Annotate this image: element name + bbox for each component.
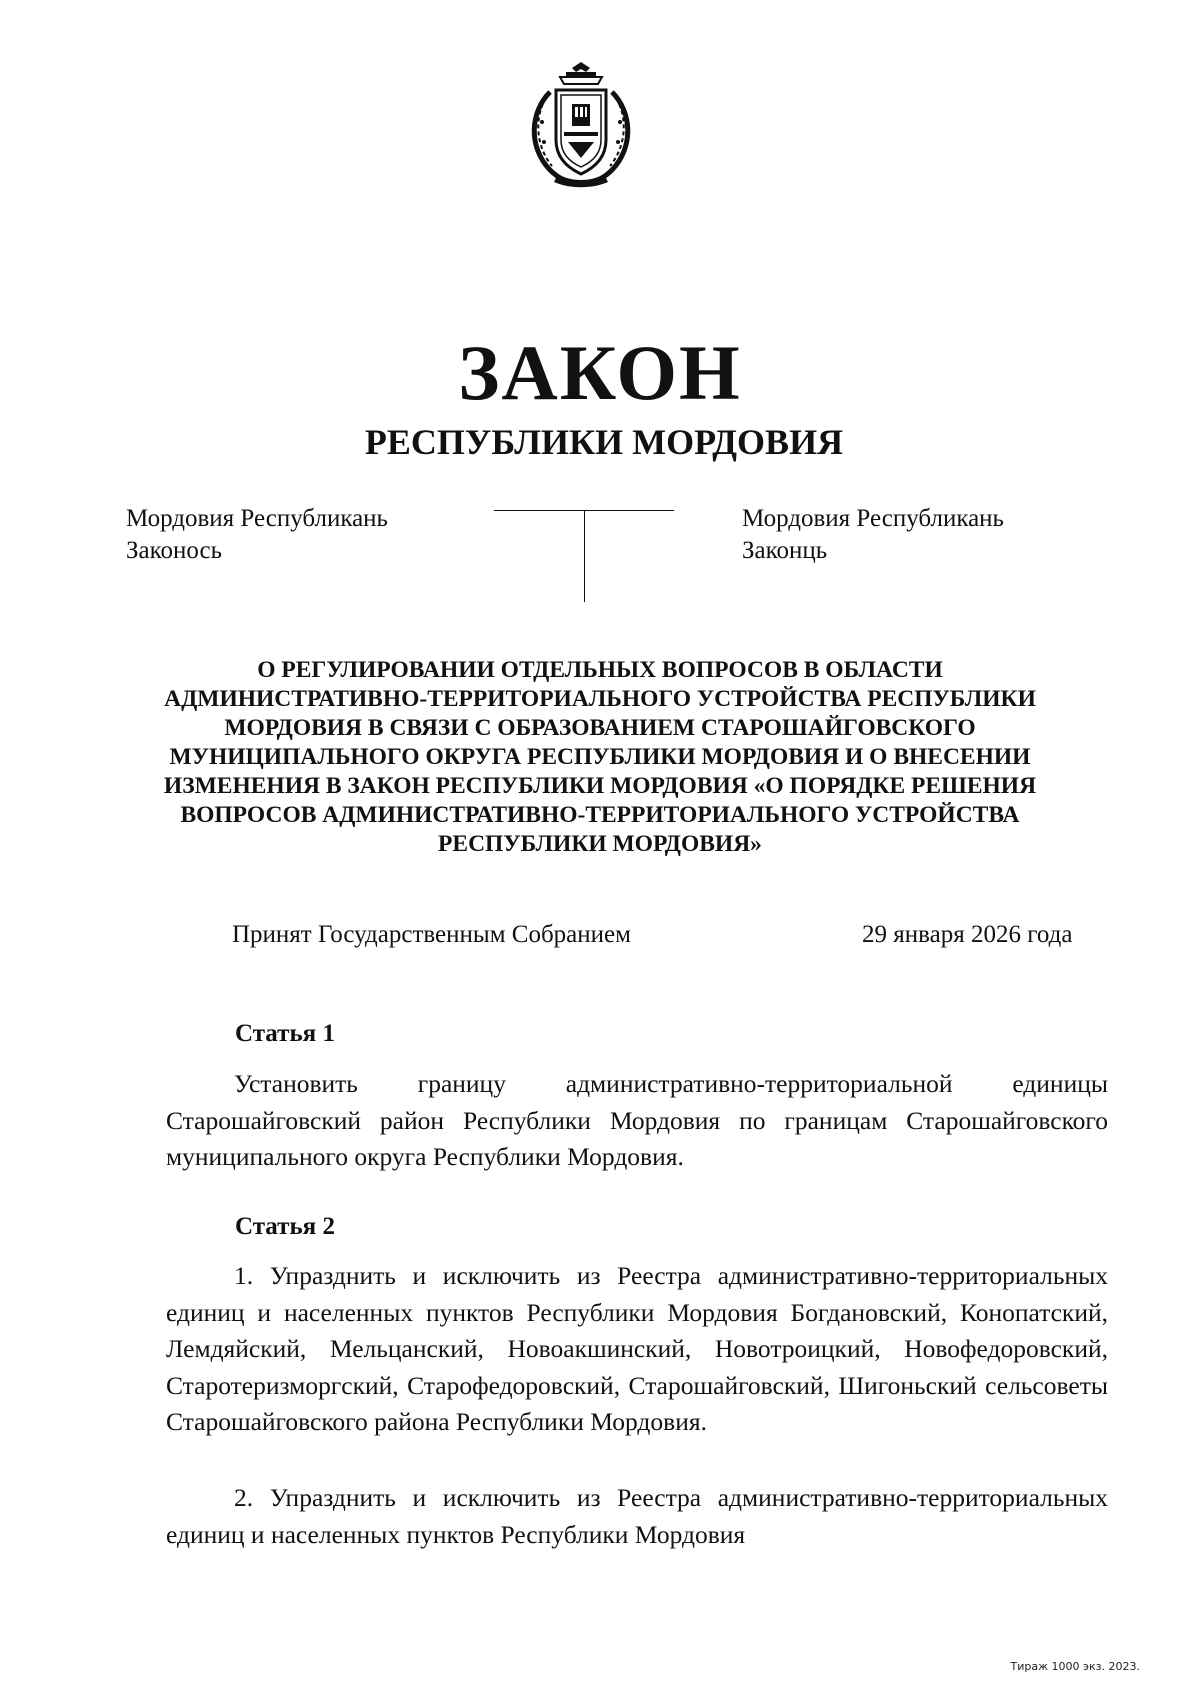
document-subtitle: РЕСПУБЛИКИ МОРДОВИЯ [364, 422, 844, 462]
local-header-left-line1: Мордовия Республикань [126, 505, 388, 532]
print-run-note: Тираж 1000 экз. 2023. [1010, 1660, 1140, 1673]
law-subject-heading: О РЕГУЛИРОВАНИИ ОТДЕЛЬНЫХ ВОПРОСОВ В ОБЛАСТИ АДМИНИСТРАТИВНО-ТЕРРИТОРИАЛЬНОГО УСТРОЙСТВА РЕСПУБЛИКИ МОРДОВИЯ В СВЯЗИ С ОБРАЗОВАНИЕМ СТАРОШАЙГОВСКОГО МУНИЦИПАЛЬНОГО ОКРУГА РЕСПУБЛИКИ МОРДОВИЯ И О ВНЕСЕНИИ ИЗМЕНЕНИЯ В ЗАКОН РЕСПУБЛИКИ МОРДОВИЯ «О ПОРЯДКЕ РЕШЕНИЯ ВОПРОСОВ АДМИНИСТРАТИВНО-ТЕРРИТОРИАЛЬНОГО УСТРОЙСТВА РЕСПУБЛИКИ МОРДОВИЯ» [163, 657, 1037, 857]
article-1-paragraph: Установить границу административно-территориальной единицы Старошайговский район Республики Мордовия по границам Старошайговского муниципального округа Республики Мордовия. [166, 1069, 1108, 1171]
t-divider [494, 510, 674, 602]
article-1-heading: Статья 1 [235, 1020, 335, 1047]
article-2-heading: Статья 2 [235, 1213, 335, 1240]
local-header-right-line1: Мордовия Республикань [742, 505, 1004, 532]
divider-vertical [584, 510, 585, 602]
local-header-right [742, 503, 1062, 567]
adoption-text: Принят Государственным Собранием [232, 921, 631, 948]
document-title: ЗАКОН [458, 329, 742, 416]
adoption-date: 29 января 2026 года [862, 921, 1073, 948]
article-2-paragraph-1: 1. Упразднить и исключить из Реестра административно-территориальных единиц и населенных пунктов Республики Мордовия Богдановский, Конопатский, Лемдяйский, Мельцанский, Новоакшинский, Новотроицкий, Новофедоровский, Старотеризморгский, Старофедоровский, Старошайговский, Шигоньский сельсоветы Старошайговского района Республики Мордовия. [166, 1261, 1108, 1436]
local-header-left [126, 503, 446, 567]
local-header-left-line2: Законось [126, 537, 222, 564]
local-header-right-line2: Законць [742, 537, 828, 564]
coat-of-arms-icon [520, 62, 642, 190]
article-2-paragraph-2: 2. Упразднить и исключить из Реестра административно-территориальных единиц и населенных пунктов Республики Мордовия [166, 1483, 1108, 1549]
